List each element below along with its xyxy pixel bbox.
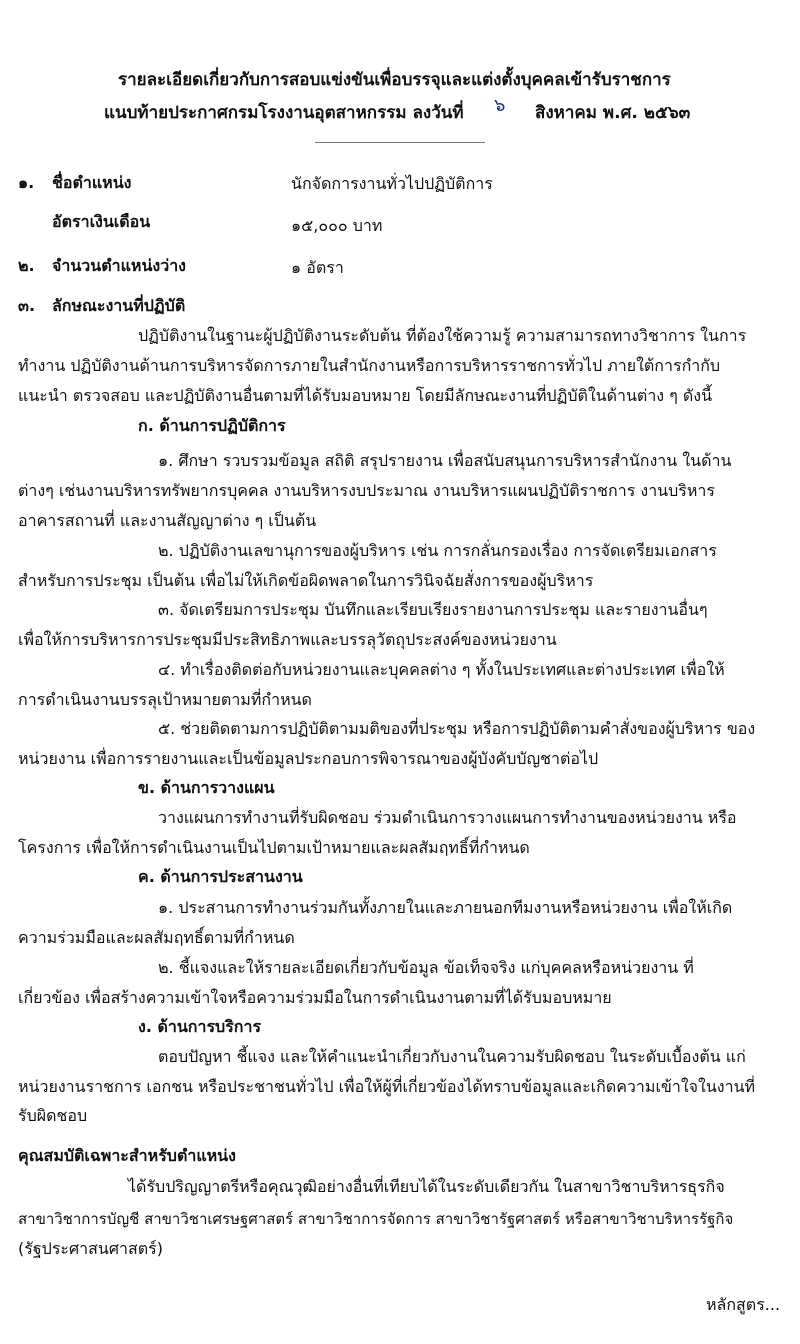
subsection-a-line: ๕. ช่วยติดตามการปฏิบัติตามมติของที่ประชุม หรือการปฏิบัติตามคำสั่งของผู้บริหาร ของ <box>158 719 756 738</box>
subsection-d-line: หน่วยงานราชการ เอกชน หรือประชาชนทั่วไป เพื่อให้ผู้ที่เกี่ยวข้องได้ทราบข้อมูลและเกิดความเข้าใจในงานที่ <box>18 1077 756 1096</box>
sec2-value: ๑ อัตรา <box>291 258 344 277</box>
continued-marker: หลักสูตร... <box>706 1295 781 1314</box>
subsection-d-line: รับผิดชอบ <box>18 1106 88 1125</box>
qualification-heading: คุณสมบัติเฉพาะสำหรับตำแหน่ง <box>18 1146 236 1165</box>
subsection-a-line: สำหรับการประชุม เป็นต้น เพื่อไม่ให้เกิดข้อผิดพลาดในการวินิจฉัยสั่งการของผู้บริหาร <box>18 571 594 590</box>
subsection-b-line: โครงการ เพื่อให้การดำเนินงานเป็นไปตามเป้าหมายและผลสัมฤทธิ์ที่กำหนด <box>18 838 530 857</box>
subsection-a-line: อาคารสถานที่ และงานสัญญาต่าง ๆ เป็นต้น <box>18 511 317 530</box>
sec3-label: ลักษณะงานที่ปฏิบัติ <box>52 296 186 315</box>
subsection-d-line: ตอบปัญหา ชี้แจง และให้คำแนะนำเกี่ยวกับงานในความรับผิดชอบ ในระดับเบื้องต้น แก่ <box>158 1047 746 1066</box>
sec3-intro-line: ทำงาน ปฏิบัติงานด้านการบริหารจัดการภายในสำนักงานหรือการบริหารราชการทั่วไป ภายใต้การกำกับ <box>18 356 721 375</box>
qualification-line: สาขาวิชาการบัญชี สาขาวิชาเศรษฐศาสตร์ สาขาวิชาการจัดการ สาขาวิชารัฐศาสตร์ หรือสาขาวิชาบริหารรัฐกิจ <box>18 1210 734 1228</box>
subsection-c-heading: ค. ด้านการประสานงาน <box>138 867 303 886</box>
handwritten-day: ๖ <box>494 95 506 116</box>
salary-value: ๑๕,๐๐๐ บาท <box>291 216 383 235</box>
header-divider <box>315 142 485 143</box>
subsection-b-heading: ข. ด้านการวางแผน <box>138 778 275 797</box>
subsection-a-line: ๑. ศึกษา รวบรวมข้อมูล สถิติ สรุปรายงาน เพื่อสนับสนุนการบริหารสำนักงาน ในด้าน <box>158 451 732 470</box>
sec1-number: ๑. <box>18 173 35 192</box>
salary-label: อัตราเงินเดือน <box>52 212 151 231</box>
doc-title-line2-prefix: แนบท้ายประกาศกรมโรงงานอุตสาหกรรม ลงวันที่ <box>104 103 464 123</box>
sec2-label: จำนวนตำแหน่งว่าง <box>52 256 186 275</box>
doc-title-line1: รายละเอียดเกี่ยวกับการสอบแข่งขันเพื่อบรรจุและแต่งตั้งบุคคลเข้ารับราชการ <box>118 70 671 90</box>
subsection-a-line: การดำเนินงานบรรลุเป้าหมายตามที่กำหนด <box>18 690 312 709</box>
subsection-c-line: ๑. ประสานการทำงานร่วมกันทั้งภายในและภายนอกทีมงานหรือหน่วยงาน เพื่อให้เกิด <box>158 898 733 917</box>
subsection-a-line: ๔. ทำเรื่องติดต่อกับหน่วยงานและบุคคลต่าง ๆ ทั้งในประเทศและต่างประเทศ เพื่อให้ <box>158 660 725 679</box>
sec1-value: นักจัดการงานทั่วไปปฏิบัติการ <box>291 174 493 193</box>
sec2-number: ๒. <box>18 256 35 275</box>
subsection-a-line: หน่วยงาน เพื่อการรายงานและเป็นข้อมูลประกอบการพิจารณาของผู้บังคับบัญชาต่อไป <box>18 749 599 768</box>
subsection-c-line: เกี่ยวข้อง เพื่อสร้างความเข้าใจหรือความร่วมมือในการดำเนินงานตามที่ได้รับมอบหมาย <box>18 988 612 1007</box>
subsection-a-line: ต่างๆ เช่นงานบริหารทรัพยากรบุคคล งานบริหารงบประมาณ งานบริหารแผนปฏิบัติราชการ งานบริหาร <box>18 481 715 500</box>
subsection-c-line: ความร่วมมือและผลสัมฤทธิ์ตามที่กำหนด <box>18 928 295 947</box>
sec1-label: ชื่อตำแหน่ง <box>52 173 132 192</box>
subsection-a-heading: ก. ด้านการปฏิบัติการ <box>138 416 286 435</box>
sec3-number: ๓. <box>18 296 36 315</box>
sec3-intro-line: ปฏิบัติงานในฐานะผู้ปฏิบัติงานระดับต้น ที่ต้องใช้ความรู้ ความสามารถทางวิชาการ ในการ <box>138 326 747 345</box>
qualification-line: ได้รับปริญญาตรีหรือคุณวุฒิอย่างอื่นที่เทียบได้ในระดับเดียวกัน ในสาขาวิชาบริหารธุรกิจ <box>128 1177 725 1196</box>
subsection-a-line: ๒. ปฏิบัติงานเลขานุการของผู้บริหาร เช่น การกลั่นกรองเรื่อง การจัดเตรียมเอกสาร <box>158 541 717 560</box>
subsection-b-line: วางแผนการทำงานที่รับผิดชอบ ร่วมดำเนินการวางแผนการทำงานของหน่วยงาน หรือ <box>158 808 737 827</box>
qualification-line: (รัฐประศาสนศาสตร์) <box>18 1239 163 1258</box>
sec3-intro-line: แนะนำ ตรวจสอบ และปฏิบัติงานอื่นตามที่ได้รับมอบหมาย โดยมีลักษณะงานที่ปฏิบัติในด้านต่าง ๆ ดังนี้ <box>18 386 713 405</box>
subsection-a-line: เพื่อให้การบริหารการประชุมมีประสิทธิภาพและบรรลุวัตถุประสงค์ของหน่วยงาน <box>18 630 557 649</box>
subsection-a-line: ๓. จัดเตรียมการประชุม บันทึกและเรียบเรียงรายงานการประชุม และรายงานอื่นๆ <box>158 600 708 619</box>
doc-title-line2-suffix: สิงหาคม พ.ศ. ๒๕๖๓ <box>535 103 691 123</box>
subsection-d-heading: ง. ด้านการบริการ <box>138 1017 262 1036</box>
subsection-c-line: ๒. ชี้แจงและให้รายละเอียดเกี่ยวกับข้อมูล ข้อเท็จจริง แก่บุคคลหรือหน่วยงาน ที่ <box>158 958 694 977</box>
